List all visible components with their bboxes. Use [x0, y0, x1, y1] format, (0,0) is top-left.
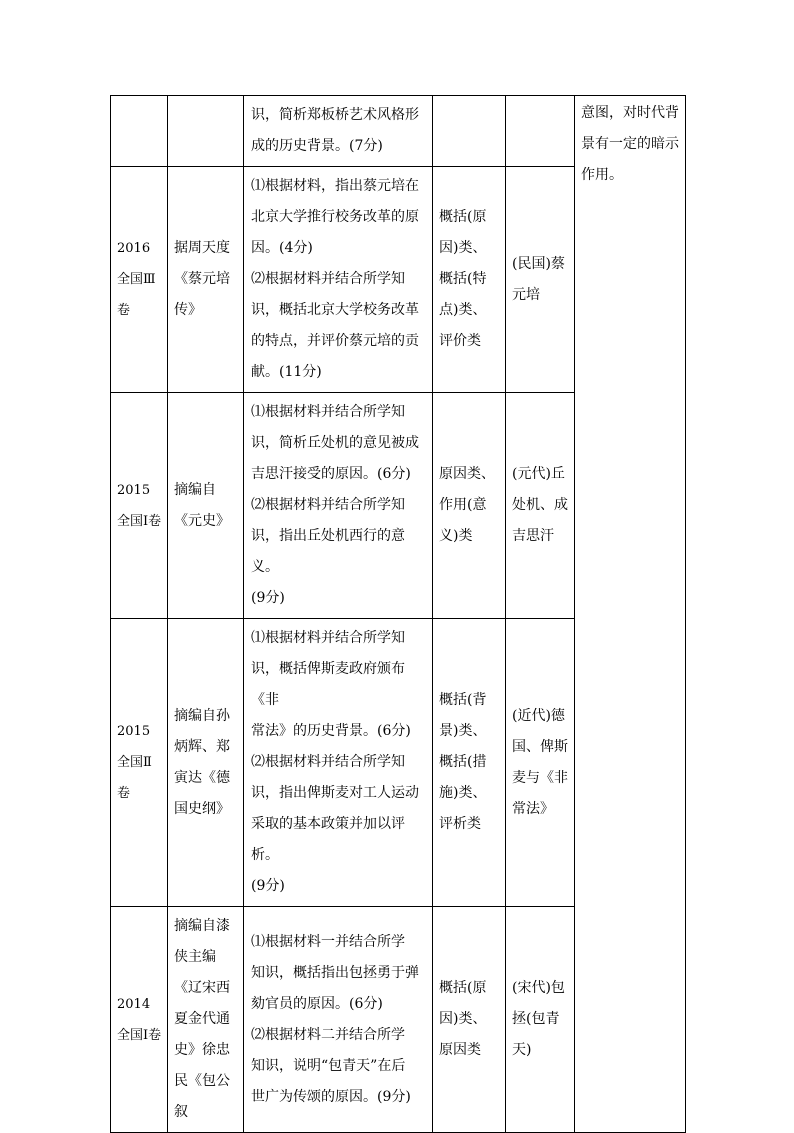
year-cell: 2016全国Ⅲ卷	[111, 167, 168, 393]
question-cell: ⑴根据材料并结合所学知 识，概括俾斯麦政府颁布《非 常法》的历史背景。(6分) ⑵根据材料并结合所学知 识，指出俾斯麦对工人运动 采取的基本政策并加以评析。 (9分)	[244, 619, 433, 907]
year-cell: 2015全国Ⅰ卷	[111, 393, 168, 619]
exam-question-table	[110, 95, 686, 1133]
question-cell: ⑴根据材料一并结合所学 知识，概括指出包拯勇于弹 劾官员的原因。(6分) ⑵根据材料二并结合所学 知识，说明“包青天”在后 世广为传颂的原因。(9分)	[244, 907, 433, 1133]
type-cell: 概括(原因)类、原因类	[433, 907, 506, 1133]
table-row	[111, 96, 686, 167]
type-cell	[433, 96, 506, 167]
source-cell: 摘编自孙炳辉、郑寅达《德国史纲》	[168, 619, 244, 907]
note-cell: 意图，对时代背景有一定的暗示作用。	[575, 96, 686, 1133]
figure-cell: (宋代)包拯(包青天)	[506, 907, 575, 1133]
figure-cell: (民国)蔡元培	[506, 167, 575, 393]
year-cell: 2015全国Ⅱ卷	[111, 619, 168, 907]
question-cell: ⑴根据材料，指出蔡元培在 北京大学推行校务改革的原 因。(4分) ⑵根据材料并结合所学知 识，概括北京大学校务改革 的特点，并评价蔡元培的贡 献。(11分)	[244, 167, 433, 393]
year-cell: 2014全国Ⅰ卷	[111, 907, 168, 1133]
year-cell	[111, 96, 168, 167]
figure-cell: (元代)丘处机、成吉思汗	[506, 393, 575, 619]
source-cell	[168, 96, 244, 167]
source-cell: 摘编自《元史》	[168, 393, 244, 619]
question-cell: ⑴根据材料并结合所学知 识，简析丘处机的意见被成 吉思汗接受的原因。(6分) ⑵根据材料并结合所学知 识，指出丘处机西行的意义。 (9分)	[244, 393, 433, 619]
source-cell: 摘编自漆侠主编《辽宋西夏金代通史》徐忠民《包公叙	[168, 907, 244, 1133]
question-cell: 识，简析郑板桥艺术风格形 成的历史背景。(7分)	[244, 96, 433, 167]
figure-cell	[506, 96, 575, 167]
type-cell: 原因类、作用(意义)类	[433, 393, 506, 619]
type-cell: 概括(背景)类、概括(措施)类、评析类	[433, 619, 506, 907]
type-cell: 概括(原因)类、概括(特点)类、评价类	[433, 167, 506, 393]
figure-cell: (近代)德国、俾斯麦与《非常法》	[506, 619, 575, 907]
source-cell: 据周天度《蔡元培传》	[168, 167, 244, 393]
